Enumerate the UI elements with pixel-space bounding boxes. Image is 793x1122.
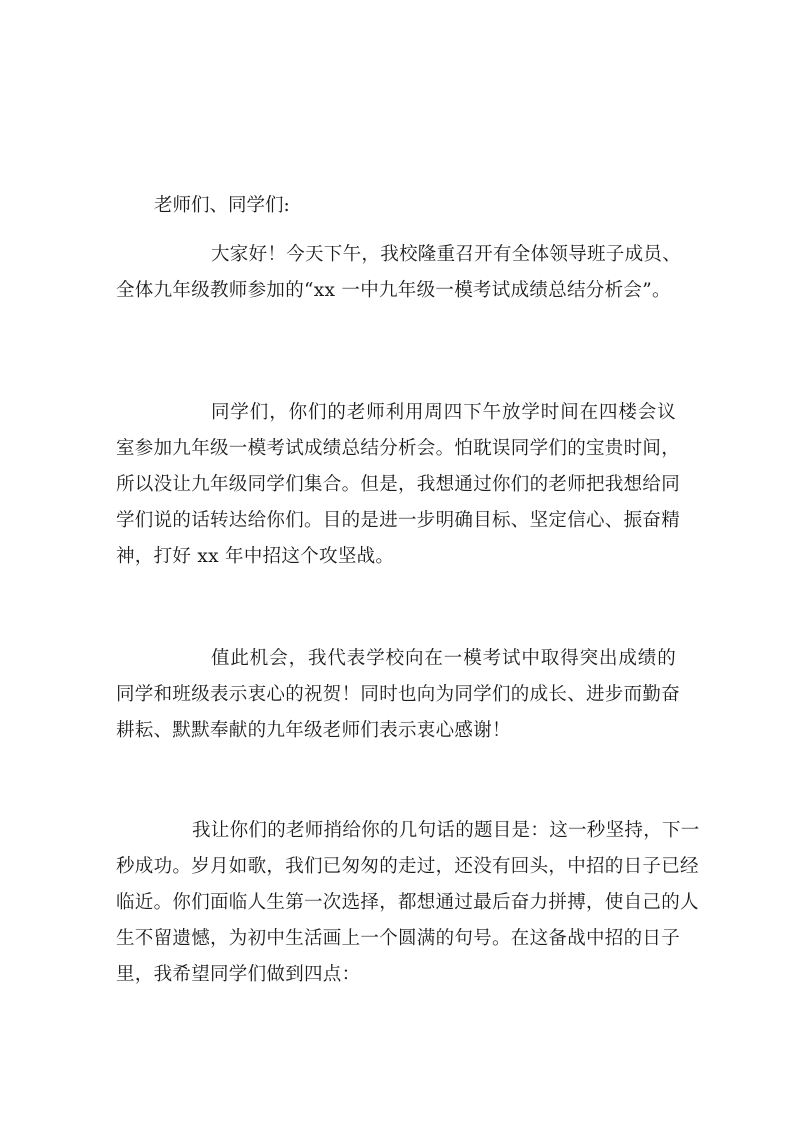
paragraph-line: 室参加九年级一模考试成绩总结分析会。怕耽误同学们的宝贵时间， <box>116 438 681 459</box>
paragraph-line: 学们说的话转达给你们。目的是进一步明确目标、坚定信心、振奋精 <box>116 510 681 531</box>
paragraph-line: 秒成功。岁月如歌，我们已匆匆的走过，还没有回头，中招的日子已经 <box>116 856 699 877</box>
paragraph-line: 神，打好 xx 年中招这个攻坚战。 <box>116 546 395 567</box>
paragraph-line: 同学们，你们的老师利用周四下午放学时间在四楼会议 <box>211 402 676 423</box>
paragraph-line: 耕耘、默默奉献的九年级老师们表示衷心感谢！ <box>116 720 511 741</box>
paragraph-congratulations <box>116 641 681 749</box>
paragraph-line: 同学和班级表示衷心的祝贺！同时也向为同学们的成长、进步而勤奋 <box>116 684 681 705</box>
paragraph-line: 所以没让九年级同学们集合。但是，我想通过你们的老师把我想给同 <box>116 474 681 495</box>
paragraph-line: 里，我希望同学们做到四点： <box>116 964 361 985</box>
greeting-line: 老师们、同学们: <box>154 195 290 216</box>
paragraph-line: 临近。你们面临人生第一次选择，都想通过最后奋力拼搏，使自己的人 <box>116 892 699 913</box>
paragraph-line: 生不留遗憾，为初中生活画上一个圆满的句号。在这备战中招的日子 <box>116 928 681 949</box>
paragraph-opening <box>116 237 682 309</box>
paragraph-teachers-meeting <box>116 395 681 575</box>
paragraph-line: 大家好！今天下午，我校隆重召开有全体领导班子成员、 <box>211 244 682 265</box>
paragraph-line: 全体九年级教师参加的“xx 一中九年级一模考试成绩总结分析会”。 <box>116 280 671 301</box>
paragraph-message-title <box>116 813 700 993</box>
paragraph-line: 值此机会，我代表学校向在一模考试中取得突出成绩的 <box>211 648 676 669</box>
paragraph-line: 我让你们的老师捎给你的几句话的题目是：这一秒坚持，下一 <box>192 820 700 841</box>
